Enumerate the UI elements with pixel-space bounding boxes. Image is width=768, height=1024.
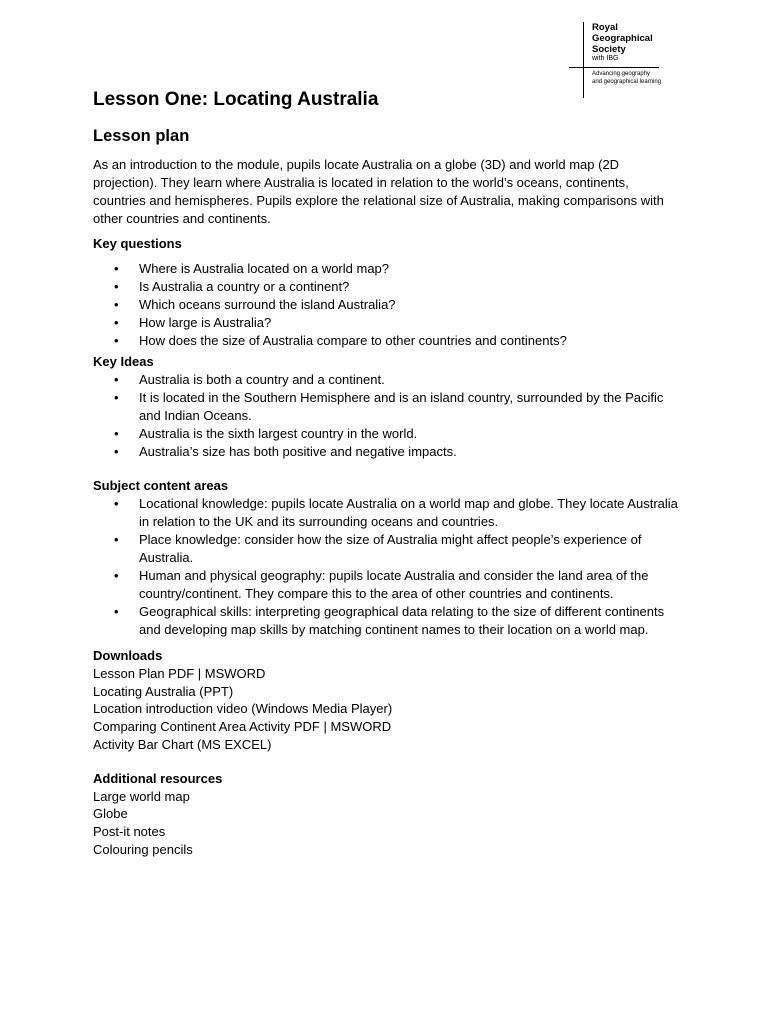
page-subtitle: Lesson plan — [93, 127, 190, 145]
subject-content-heading: Subject content areas — [93, 478, 229, 493]
key-questions-heading: Key questions — [93, 236, 182, 251]
list-item: • Is Australia a country or a continent? — [93, 278, 683, 296]
additional-resources-heading: Additional resources — [93, 770, 223, 786]
download-link-lesson-plan[interactable]: Lesson Plan PDF | MSWORD — [93, 666, 266, 681]
list-item: • It is located in the Southern Hemisphere and is an island country, surrounded by the Pacific and Indian Oceans. — [93, 389, 683, 425]
download-link-bar-chart[interactable]: Activity Bar Chart (MS EXCEL) — [93, 736, 272, 752]
intro-paragraph: As an introduction to the module, pupils locate Australia on a globe (3D) and world map (2D projection). They learn where Australia is located in relation to the world’s oceans, continents, countries and hemispheres. Pupils explore the relational size of Australia, making comparisons with other countries and continents. — [93, 157, 664, 226]
download-link-locating-australia[interactable]: Locating Australia (PPT) — [93, 683, 234, 699]
key-ideas-list — [93, 371, 683, 461]
list-item: Large world map — [93, 788, 190, 804]
list-item: • How large is Australia? — [93, 314, 683, 332]
list-item: Colouring pencils — [93, 841, 193, 857]
list-item: • Geographical skills: interpreting geographical data relating to the size of different continents and developing map skills by matching continent names to their location on a world map. — [93, 603, 683, 639]
document-body — [93, 88, 683, 858]
list-item: • Which oceans surround the island Australia? — [93, 296, 683, 314]
logo-name: Royal Geographical Society — [592, 22, 653, 55]
key-ideas-heading: Key Ideas — [93, 354, 154, 369]
list-item: • Human and physical geography: pupils locate Australia and consider the land area of the country/continent. They compare this to the area of other countries and continents. — [93, 567, 683, 603]
logo-tagline: Advancing geography and geographical learning — [592, 71, 662, 85]
rgs-logo — [568, 18, 678, 88]
list-item: • Place knowledge: consider how the size of Australia might affect people’s experience of Australia. — [93, 531, 683, 567]
download-link-video[interactable]: Location introduction video (Windows Media Player) — [93, 701, 393, 717]
download-link-continent-area[interactable]: Comparing Continent Area Activity PDF | MSWORD — [93, 719, 392, 735]
list-item: Post-it notes — [93, 823, 166, 839]
downloads-list — [93, 665, 683, 754]
logo-horizontal-rule — [569, 67, 659, 68]
list-item: • Australia’s size has both positive and negative impacts. — [93, 443, 683, 461]
downloads-heading: Downloads — [93, 648, 163, 663]
logo-vertical-rule — [583, 22, 584, 98]
subject-content-list — [93, 495, 683, 639]
list-item: • Where is Australia located on a world map? — [93, 260, 683, 278]
page-title: Lesson One: Locating Australia — [93, 89, 379, 110]
list-item: • Locational knowledge: pupils locate Australia on a world map and globe. They locate Australia in relation to the UK and its surrounding oceans and countries. — [93, 495, 683, 531]
logo-with-ibg: with IBG — [592, 55, 619, 62]
additional-resources-list — [93, 788, 683, 859]
key-questions-list — [93, 260, 683, 350]
list-item: Globe — [93, 806, 128, 822]
list-item: • Australia is both a country and a continent. — [93, 371, 683, 389]
list-item: • Australia is the sixth largest country in the world. — [93, 425, 683, 443]
list-item: • How does the size of Australia compare to other countries and continents? — [93, 332, 683, 350]
